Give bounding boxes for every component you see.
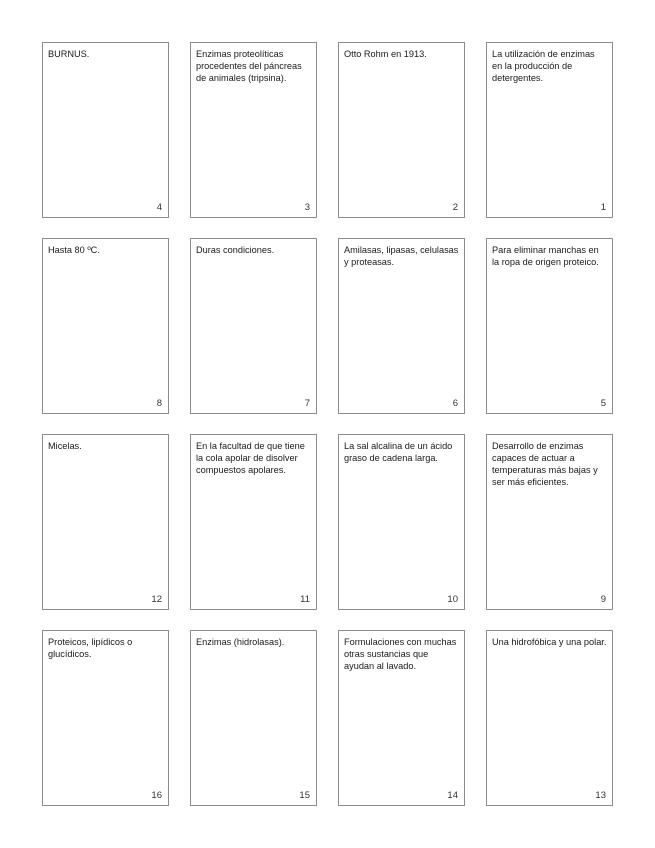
card-text: Una hidrofóbica y una polar.	[492, 637, 607, 647]
card-number: 4	[156, 202, 162, 213]
card-text: En la facultad de que tiene la cola apolar de disolver compuestos apolares.	[196, 441, 305, 475]
card	[42, 42, 169, 218]
card-number: 15	[299, 790, 310, 801]
card	[190, 434, 317, 610]
card-number: 1	[600, 202, 606, 213]
card-number: 8	[156, 398, 162, 409]
card-number: 12	[151, 594, 162, 605]
card-text: Desarrollo de enzimas capaces de actuar a temperaturas más bajas y ser más eficientes.	[492, 441, 598, 487]
card	[338, 630, 465, 806]
card-text: Hasta 80 ºC.	[48, 245, 100, 255]
card-text: BURNUS.	[48, 49, 90, 59]
card-text: La utilización de enzimas en la producción de detergentes.	[492, 49, 595, 83]
card-number: 6	[452, 398, 458, 409]
card-text: La sal alcalina de un ácido graso de cadena larga.	[344, 441, 453, 463]
card-text: Amilasas, lipasas, celulasas y proteasas.	[344, 245, 459, 267]
card	[42, 238, 169, 414]
card-text: Proteicos, lipídicos o glucídicos.	[48, 637, 133, 659]
card-number: 7	[304, 398, 310, 409]
card	[42, 630, 169, 806]
card-number: 13	[595, 790, 606, 801]
card-text: Micelas.	[48, 441, 82, 451]
card-number: 3	[304, 202, 310, 213]
card	[42, 434, 169, 610]
card	[486, 630, 613, 806]
card-number: 14	[447, 790, 458, 801]
card-text: Enzimas proteolíticas procedentes del páncreas de animales (tripsina).	[196, 49, 302, 83]
card-text: Otto Rohm en 1913.	[344, 49, 427, 59]
card-text: Enzimas (hidrolasas).	[196, 637, 285, 647]
card	[338, 238, 465, 414]
card	[486, 42, 613, 218]
card-number: 2	[452, 202, 458, 213]
card-text: Formulaciones con muchas otras sustancias que ayudan al lavado.	[344, 637, 457, 671]
card	[486, 238, 613, 414]
card-grid	[42, 42, 613, 806]
card	[338, 42, 465, 218]
card-number: 10	[447, 594, 458, 605]
card-number: 9	[600, 594, 606, 605]
card-number: 11	[300, 594, 310, 605]
card	[190, 630, 317, 806]
card-number: 5	[600, 398, 606, 409]
card	[486, 434, 613, 610]
card	[190, 238, 317, 414]
card-text: Para eliminar manchas en la ropa de origen proteico.	[492, 245, 599, 267]
card	[190, 42, 317, 218]
card-text: Duras condiciones.	[196, 245, 275, 255]
card	[338, 434, 465, 610]
card-number: 16	[151, 790, 162, 801]
